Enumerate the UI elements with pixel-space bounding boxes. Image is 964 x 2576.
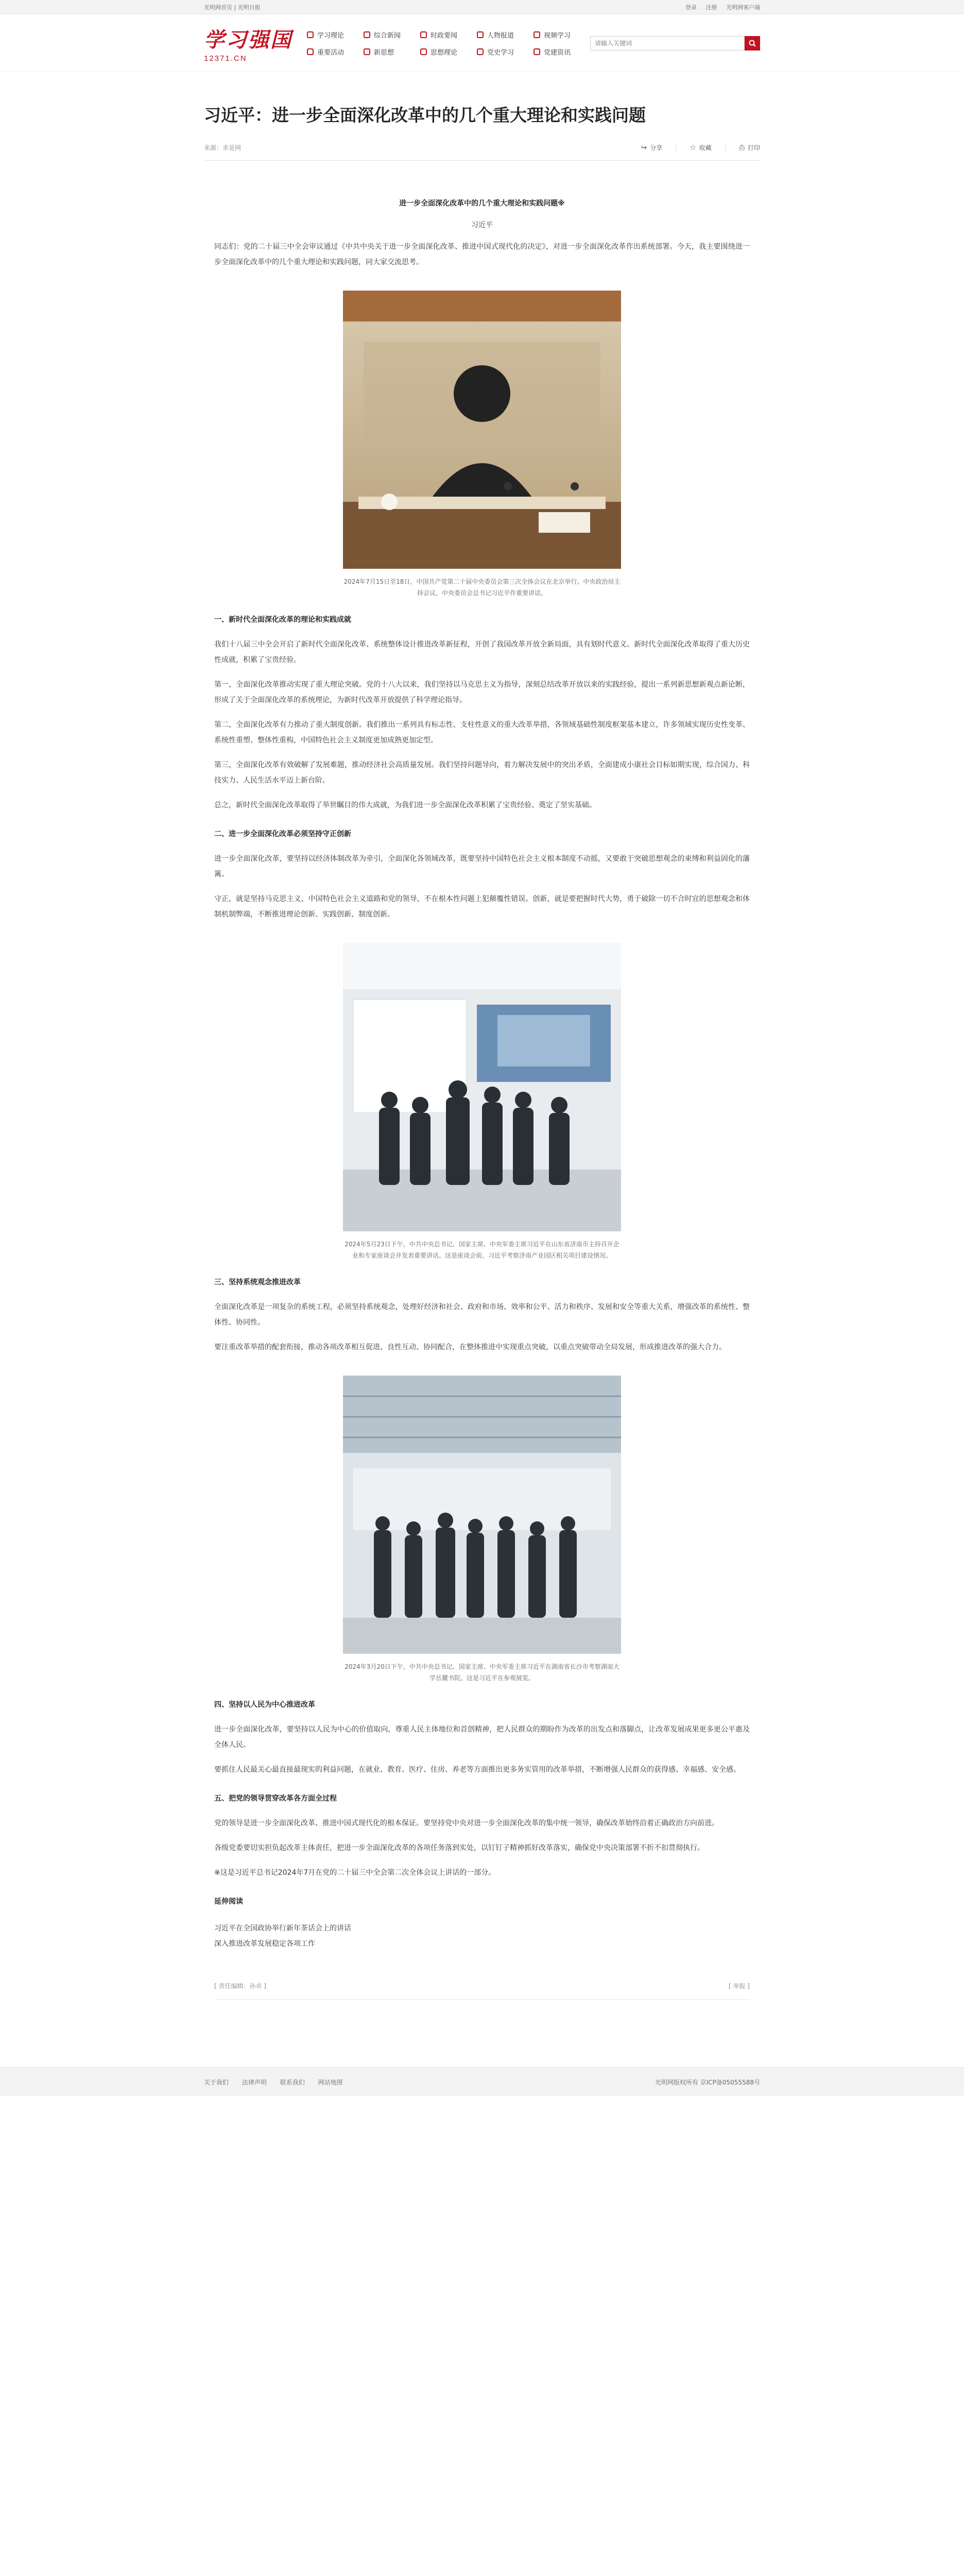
client-link[interactable]: 光明网客户端 — [726, 4, 760, 11]
register-link[interactable]: 注册 — [705, 4, 717, 11]
favorite-button[interactable]: ☆ 收藏 — [690, 143, 712, 152]
photo-caption: 2024年5月23日下午，中共中央总书记、国家主席、中央军委主席习近平在山东省济南市主持召开企业和专家座谈会并发表重要讲话。这是座谈会前，习近平考察济南产业园区相关项目建设情况。 — [345, 1241, 619, 1259]
topbar-links — [678, 3, 760, 11]
section-heading: 一、新时代全面深化改革的理论和实践成就 — [214, 616, 351, 624]
star-icon: ☆ — [690, 143, 696, 152]
nav-item-1[interactable]: 学习理论 — [307, 30, 364, 40]
paragraph: 进一步全面深化改革，要坚持以人民为中心的价值取向，尊重人民主体地位和首创精神，把人民群众的期盼作为改革的出发点和落脚点，让改革发展成果更多更公平惠及全体人民。 — [214, 1725, 750, 1749]
related-links — [214, 1921, 750, 1952]
nav-item-3[interactable]: 时政要闻 — [420, 30, 477, 40]
closing-note: ※这是习近平总书记2024年7月在党的二十届三中全会第二次全体会议上讲话的一部分。 — [214, 1869, 496, 1877]
section-heading: 五、把党的领导贯穿改革各方面全过程 — [214, 1794, 337, 1803]
article-figure — [343, 1376, 621, 1684]
report-link[interactable]: [ 举报 ] — [729, 1982, 750, 1990]
paragraph: 党的领导是进一步全面深化改革、推进中国式现代化的根本保证。要坚持党中央对进一步全面深化改革的集中统一领导，确保改革始终沿着正确政治方向前进。 — [214, 1819, 719, 1827]
nav-bullet-icon — [364, 48, 370, 55]
footer-link[interactable]: 关于我们 — [204, 2078, 229, 2086]
photo-caption: 2024年3月20日下午，中共中央总书记、国家主席、中央军委主席习近平在湖南省长沙市考察湖南大学岳麓书院。这是习近平在参观展览。 — [345, 1663, 619, 1682]
login-link[interactable]: 登录 — [685, 4, 697, 11]
copyright: 光明网版权所有 京ICP备05055588号 — [655, 2078, 760, 2086]
paragraph: 第一，全面深化改革推动实现了重大理论突破。党的十八大以来，我们坚持以马克思主义为指导，深刻总结改革开放以来的实践经验，提出一系列新思想新观点新论断，形成了关于全面深化改革的系统理论，为新时代改革开放提供了科学理论指导。 — [214, 681, 750, 704]
visit-photo-image — [343, 943, 621, 1231]
article-body — [214, 198, 750, 2000]
nav-bullet-icon — [533, 48, 540, 55]
article-actions — [627, 143, 760, 152]
print-button[interactable]: ⎙ 打印 — [738, 143, 760, 152]
search-input[interactable] — [590, 36, 745, 50]
search-box — [590, 36, 760, 50]
paragraph: 同志们：党的二十届三中全会审议通过《中共中央关于进一步全面深化改革、推进中国式现代化的决定》，对进一步全面深化改革作出系统部署。今天，我主要围绕进一步全面深化改革中的几个重大理论和实践问题，同大家交流思考。 — [214, 243, 750, 266]
paragraph: 总之，新时代全面深化改革取得了举世瞩目的伟大成就，为我们进一步全面深化改革积累了宝贵经验、奠定了坚实基础。 — [214, 801, 596, 809]
footer-links — [204, 2078, 354, 2087]
meeting-photo-image — [343, 291, 621, 569]
search-icon — [748, 39, 756, 47]
nav-bullet-icon — [307, 48, 314, 55]
footer-link[interactable]: 法律声明 — [242, 2078, 267, 2086]
inspection-photo — [343, 1376, 621, 1656]
paragraph: 全面深化改革是一项复杂的系统工程，必须坚持系统观念，处理好经济和社会、政府和市场、效率和公平、活力和秩序、发展和安全等重大关系，增强改革的系统性、整体性、协同性。 — [214, 1303, 750, 1327]
nav-bullet-icon — [533, 31, 540, 38]
extra-reading-heading: 延伸阅读 — [214, 1897, 243, 1906]
nav-bullet-icon — [364, 31, 370, 38]
article-source: 来源：求是网 — [204, 144, 242, 151]
site-header — [0, 14, 964, 72]
nav-item-9[interactable]: 党史学习 — [477, 47, 533, 57]
nav-item-8[interactable]: 思想理论 — [420, 47, 477, 57]
photo-caption: 2024年7月15日至18日，中国共产党第二十届中央委员会第三次全体会议在北京举行。中央政治局主持会议，中央委员会总书记习近平作重要讲话。 — [343, 578, 621, 597]
inspection-photo-image — [343, 1376, 621, 1654]
share-icon: ↪ — [641, 143, 647, 152]
nav-bullet-icon — [477, 48, 484, 55]
article-subheading: 进一步全面深化改革中的几个重大理论和实践问题※ — [399, 199, 565, 208]
paragraph: 我们十八届三中全会开启了新时代全面深化改革、系统整体设计推进改革新征程，开创了我国改革开放全新局面，具有划时代意义。新时代全面深化改革取得了重大历史性成就，积累了宝贵经验。 — [214, 640, 750, 664]
nav-bullet-icon — [307, 31, 314, 38]
nav-bullet-icon — [420, 48, 427, 55]
paragraph: 守正，就是坚持马克思主义、中国特色社会主义道路和党的领导，不在根本性问题上犯颠覆性错误。创新，就是要把握时代大势，勇于破除一切不合时宜的思想观念和体制机制弊端，不断推进理论创新、实践创新、制度创新。 — [214, 895, 750, 919]
related-link[interactable]: 习近平在全国政协举行新年茶话会上的讲话 — [214, 1924, 351, 1933]
editor-label: [ 责任编辑：孙卓 ] — [214, 1982, 266, 1990]
paragraph: 进一步全面深化改革，要坚持以经济体制改革为牵引，全面深化各领域改革，既要坚持中国特色社会主义根本制度不动摇，又要敢于突破思想观念的束缚和利益固化的藩篱。 — [214, 855, 750, 878]
paragraph: 第三，全面深化改革有效破解了发展难题，推动经济社会高质量发展。我们坚持问题导向，着力解决发展中的突出矛盾，全面建成小康社会目标如期实现，综合国力、科技实力、人民生活水平迈上新台阶。 — [214, 761, 750, 785]
share-button[interactable]: ↪ 分享 — [641, 143, 663, 152]
paragraph: 要抓住人民最关心最直接最现实的利益问题，在就业、教育、医疗、住房、养老等方面推出更多务实管用的改革举措，不断增强人民群众的获得感、幸福感、安全感。 — [214, 1766, 741, 1774]
nav-item-5[interactable]: 视频学习 — [533, 30, 590, 40]
printer-icon: ⎙ — [738, 143, 745, 152]
home-link[interactable]: 光明网首页 | 光明日报 — [204, 4, 261, 11]
divider — [725, 144, 726, 151]
section-heading: 二、进一步全面深化改革必须坚持守正创新 — [214, 830, 351, 838]
nav-item-6[interactable]: 重要活动 — [307, 47, 364, 57]
page-title: 习近平：进一步全面深化改革中的几个重大理论和实践问题 — [204, 105, 646, 125]
article-figure — [343, 943, 621, 1261]
paragraph: 要注重改革举措的配套衔接，推动各项改革相互促进、良性互动、协同配合，在整体推进中实现重点突破，以重点突破带动全局发展，形成推进改革的强大合力。 — [214, 1343, 726, 1351]
section-heading: 三、坚持系统观念推进改革 — [214, 1278, 301, 1286]
article-author: 习近平 — [471, 221, 493, 229]
meeting-photo — [343, 291, 621, 571]
visit-photo — [343, 943, 621, 1233]
footer-link[interactable]: 网站地图 — [318, 2078, 343, 2086]
footer-link[interactable]: 联系我们 — [280, 2078, 305, 2086]
search-button[interactable] — [745, 36, 760, 50]
nav-item-7[interactable]: 新思想 — [364, 47, 420, 57]
article-footer-meta — [214, 1981, 750, 2000]
related-link[interactable]: 深入推进改革发展稳定各项工作 — [214, 1940, 315, 1948]
paragraph: 各级党委要切实担负起改革主体责任，把进一步全面深化改革的各项任务落到实处，以钉钉子精神抓好改革落实，确保党中央决策部署不折不扣贯彻执行。 — [214, 1844, 704, 1852]
article-meta — [204, 143, 760, 161]
article-figure — [343, 291, 621, 599]
site-logo[interactable]: 学习强国 12371.CN — [204, 28, 292, 63]
main-nav — [307, 30, 590, 57]
nav-bullet-icon — [477, 31, 484, 38]
nav-item-10[interactable]: 党建资讯 — [533, 47, 590, 57]
paragraph: 第二，全面深化改革有力推动了重大制度创新。我们推出一系列具有标志性、支柱性意义的重大改革举措，各领域基础性制度框架基本建立，许多领域实现历史性变革、系统性重塑、整体性重构，中国特色社会主义制度更加成熟更加定型。 — [214, 721, 750, 744]
nav-bullet-icon — [420, 31, 427, 38]
site-footer — [0, 2067, 964, 2096]
nav-item-2[interactable]: 综合新闻 — [364, 30, 420, 40]
top-bar — [0, 0, 964, 14]
nav-item-4[interactable]: 人物报道 — [477, 30, 533, 40]
main-content — [204, 72, 760, 2000]
section-heading: 四、坚持以人民为中心推进改革 — [214, 1701, 315, 1709]
